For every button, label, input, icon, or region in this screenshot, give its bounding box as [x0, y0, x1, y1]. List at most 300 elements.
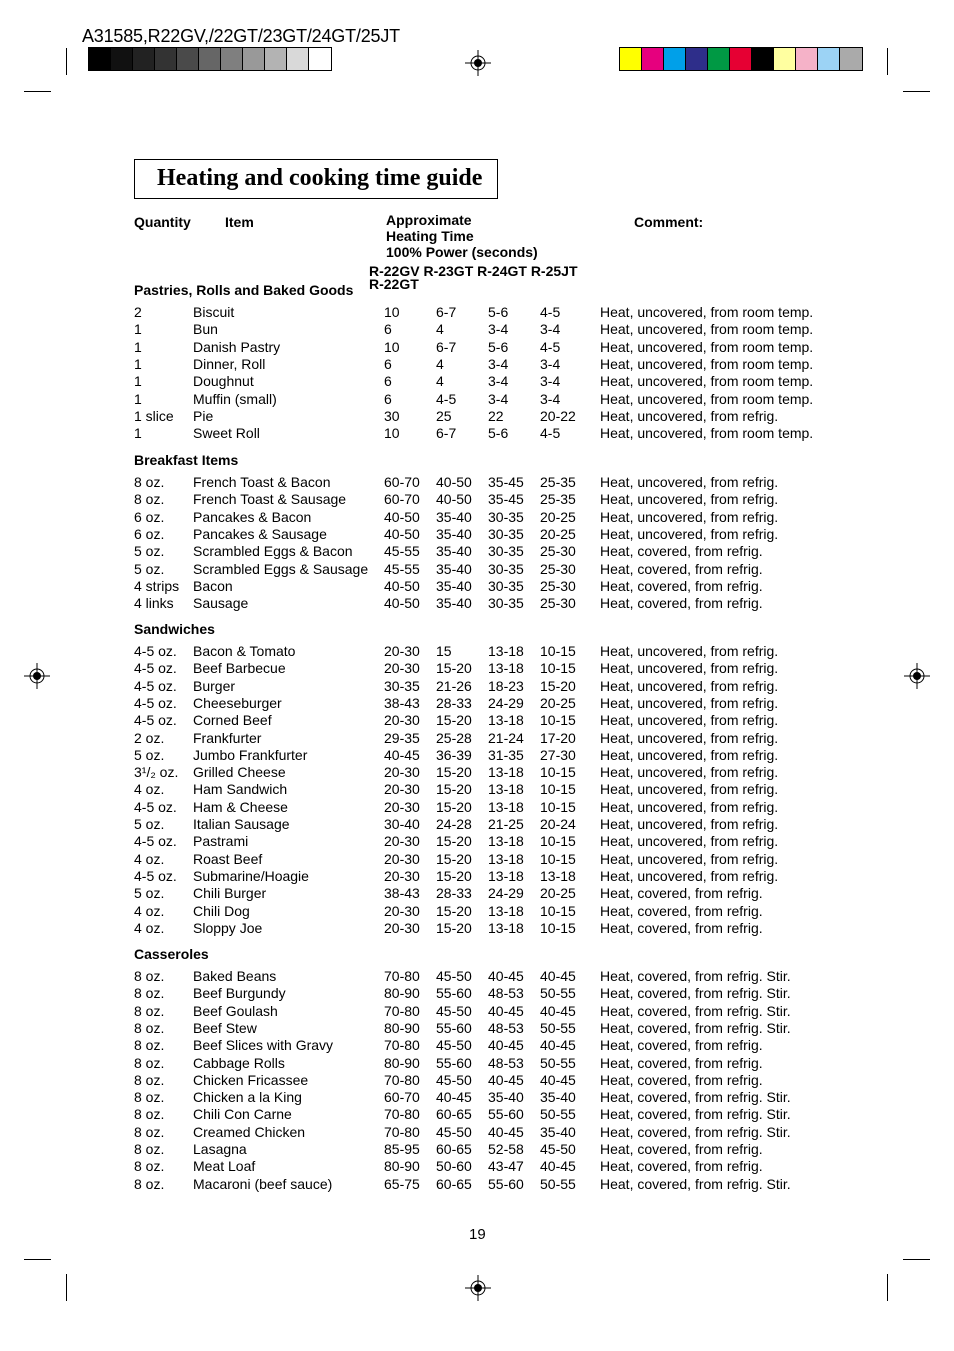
- cell-c: 30-35: [488, 595, 524, 612]
- cell-qty: 6 oz.: [134, 525, 165, 542]
- cell-c: 40-45: [488, 1002, 524, 1019]
- cell-b: 35-40: [436, 595, 472, 612]
- cell-b: 60-65: [436, 1175, 472, 1192]
- cell-c: 13-18: [488, 919, 524, 936]
- color-swatch: [265, 48, 287, 70]
- cell-item: Jumbo Frankfurter: [193, 746, 308, 763]
- section-heading: Casseroles: [134, 946, 209, 962]
- cell-a: 20-30: [384, 833, 420, 850]
- color-swatch: [177, 48, 199, 70]
- header-quantity: Quantity: [134, 214, 191, 230]
- cell-comment: Heat, covered, from refrig.: [600, 595, 763, 612]
- cell-d: 3-4: [540, 373, 561, 390]
- cell-b: 28-33: [436, 694, 472, 711]
- cell-item: Italian Sausage: [193, 816, 290, 832]
- cell-b: 15-20: [436, 764, 472, 781]
- cell-qty: 8 oz.: [134, 1089, 165, 1106]
- cell-qty: 8 oz.: [134, 985, 165, 1002]
- cell-c: 13-18: [488, 643, 524, 659]
- color-swatch: [686, 48, 708, 70]
- table-row: [0, 730, 954, 747]
- color-swatch: [221, 48, 243, 70]
- cell-comment: Heat, covered, from refrig. Stir.: [600, 1089, 791, 1106]
- cell-a: 20-30: [384, 712, 420, 729]
- cell-d: 40-45: [540, 1158, 576, 1175]
- cell-comment: Heat, covered, from refrig.: [600, 1158, 763, 1175]
- cell-qty: 8 oz.: [134, 474, 165, 490]
- cell-a: 20-30: [384, 850, 420, 867]
- cell-b: 4-5: [436, 390, 457, 407]
- cell-c: 24-29: [488, 694, 524, 711]
- cell-a: 20-30: [384, 781, 420, 798]
- color-swatch: [796, 48, 818, 70]
- cell-b: 24-28: [436, 816, 472, 832]
- cell-a: 6: [384, 390, 392, 407]
- cell-item: Sweet Roll: [193, 425, 260, 442]
- cell-c: 13-18: [488, 850, 524, 867]
- table-row: [0, 425, 954, 442]
- cell-a: 10: [384, 304, 400, 320]
- cell-qty: 8 oz.: [134, 1002, 165, 1019]
- cell-comment: Heat, covered, from refrig. Stir.: [600, 1123, 791, 1140]
- cell-c: 22: [488, 407, 504, 424]
- color-swatch: [155, 48, 177, 70]
- cell-qty: 8 oz.: [134, 1071, 165, 1088]
- registration-mark-icon: [465, 50, 491, 76]
- cell-comment: Heat, covered, from refrig.: [600, 885, 763, 902]
- cell-a: 40-45: [384, 746, 420, 763]
- cell-c: 21-24: [488, 729, 524, 746]
- cell-comment: Heat, uncovered, from refrig.: [600, 660, 779, 677]
- header-approx-line3: 100% Power (seconds): [386, 244, 538, 260]
- table-row: [0, 643, 954, 660]
- color-swatch: [752, 48, 774, 70]
- cell-b: 45-50: [436, 1037, 472, 1054]
- cell-b: 25-28: [436, 729, 472, 746]
- cell-item: Baked Beans: [193, 968, 277, 984]
- cell-item: Beef Goulash: [193, 1002, 278, 1019]
- cell-comment: Heat, uncovered, from room temp.: [600, 390, 814, 407]
- cell-a: 30-40: [384, 816, 420, 832]
- cell-qty: 4-5 oz.: [134, 833, 177, 850]
- cell-comment: Heat, covered, from refrig.: [600, 919, 763, 936]
- cell-comment: Heat, uncovered, from refrig.: [600, 816, 779, 832]
- table-row: [0, 356, 954, 373]
- color-swatch: [111, 48, 133, 70]
- table-row: [0, 868, 954, 885]
- cell-d: 20-22: [540, 407, 576, 424]
- cell-comment: Heat, uncovered, from refrig.: [600, 850, 779, 867]
- cell-c: 18-23: [488, 677, 524, 694]
- cell-d: 20-24: [540, 816, 576, 832]
- cell-comment: Heat, uncovered, from room temp.: [600, 355, 814, 372]
- cell-qty: 2 oz.: [134, 729, 165, 746]
- cell-d: 25-30: [540, 560, 576, 577]
- cell-qty: 1: [134, 338, 142, 355]
- cell-b: 55-60: [436, 985, 472, 1002]
- cell-c: 13-18: [488, 798, 524, 815]
- cell-qty: 4 oz.: [134, 919, 165, 936]
- cell-comment: Heat, covered, from refrig. Stir.: [600, 985, 791, 1002]
- cell-item: Ham Sandwich: [193, 781, 288, 798]
- cell-item: Sloppy Joe: [193, 919, 263, 936]
- section-heading: Breakfast Items: [134, 452, 239, 468]
- cell-b: 15-20: [436, 850, 472, 867]
- table-row: [0, 712, 954, 729]
- cell-comment: Heat, uncovered, from refrig.: [600, 508, 779, 525]
- cell-d: 40-45: [540, 1037, 576, 1054]
- cell-d: 25-35: [540, 491, 576, 508]
- cell-a: 20-30: [384, 902, 420, 919]
- cell-b: 15-20: [436, 833, 472, 850]
- cell-b: 15: [436, 643, 452, 659]
- crop-mark: [903, 91, 930, 92]
- cell-c: 30-35: [488, 543, 524, 560]
- cell-c: 30-35: [488, 525, 524, 542]
- cell-d: 3-4: [540, 321, 561, 338]
- color-swatch: [774, 48, 796, 70]
- cell-item: Grilled Cheese: [193, 764, 286, 781]
- cell-c: 35-45: [488, 474, 524, 490]
- color-swatch: [133, 48, 155, 70]
- color-swatch: [818, 48, 840, 70]
- cell-b: 15-20: [436, 781, 472, 798]
- crop-mark: [24, 1259, 51, 1260]
- cell-qty: 5 oz.: [134, 560, 165, 577]
- cell-c: 30-35: [488, 577, 524, 594]
- cell-c: 24-29: [488, 885, 524, 902]
- cell-item: Danish Pastry: [193, 338, 281, 355]
- section-heading: Sandwiches: [134, 621, 215, 637]
- table-row: [0, 747, 954, 764]
- crop-mark: [24, 91, 51, 92]
- cell-qty: 1: [134, 321, 142, 338]
- cell-d: 4-5: [540, 338, 561, 355]
- cell-qty: 6 oz.: [134, 508, 165, 525]
- cell-item: Muffin (small): [193, 390, 277, 407]
- cell-b: 40-50: [436, 474, 472, 490]
- table-row: [0, 543, 954, 560]
- cell-qty: 8 oz.: [134, 1106, 165, 1123]
- cell-item: Chicken Fricassee: [193, 1071, 309, 1088]
- cell-c: 40-45: [488, 968, 524, 984]
- table-row: [0, 1141, 954, 1158]
- cell-d: 50-55: [540, 985, 576, 1002]
- cell-comment: Heat, uncovered, from refrig.: [600, 643, 779, 659]
- cell-c: 52-58: [488, 1141, 524, 1157]
- cell-b: 4: [436, 373, 444, 390]
- cell-qty: 8 oz.: [134, 1158, 165, 1175]
- cell-comment: Heat, uncovered, from refrig.: [600, 491, 779, 508]
- cell-item: Chili Dog: [193, 902, 250, 919]
- table-row: [0, 1020, 954, 1037]
- cell-c: 48-53: [488, 1054, 524, 1071]
- cell-qty: 4 links: [134, 595, 174, 612]
- cell-d: 13-18: [540, 867, 576, 884]
- cell-b: 25: [436, 407, 452, 424]
- color-swatch: [89, 48, 111, 70]
- cell-d: 35-40: [540, 1089, 576, 1106]
- cell-qty: 4 oz.: [134, 850, 165, 867]
- cell-qty: 8 oz.: [134, 1141, 165, 1157]
- table-row: [0, 1176, 954, 1193]
- cell-a: 70-80: [384, 1002, 420, 1019]
- cell-b: 15-20: [436, 867, 472, 884]
- cell-a: 70-80: [384, 1106, 420, 1123]
- cell-d: 25-30: [540, 595, 576, 612]
- cell-a: 70-80: [384, 968, 420, 984]
- cell-a: 20-30: [384, 660, 420, 677]
- cell-c: 43-47: [488, 1158, 524, 1175]
- table-row: [0, 695, 954, 712]
- cell-comment: Heat, uncovered, from room temp.: [600, 425, 814, 442]
- table-row: [0, 1037, 954, 1054]
- table-row: [0, 1055, 954, 1072]
- cell-a: 29-35: [384, 729, 420, 746]
- cell-d: 10-15: [540, 833, 576, 850]
- table-row: [0, 561, 954, 578]
- cell-a: 6: [384, 355, 392, 372]
- cell-b: 45-50: [436, 1002, 472, 1019]
- cell-b: 35-40: [436, 525, 472, 542]
- cell-item: Macaroni (beef sauce): [193, 1175, 333, 1192]
- cell-item: Beef Barbecue: [193, 660, 286, 677]
- cell-comment: Heat, uncovered, from room temp.: [600, 373, 814, 390]
- color-swatch: [840, 48, 862, 70]
- cell-comment: Heat, uncovered, from refrig.: [600, 867, 779, 884]
- cell-c: 13-18: [488, 867, 524, 884]
- cell-item: Chicken a la King: [193, 1089, 302, 1106]
- page-title: Heating and cooking time guide: [157, 165, 483, 191]
- cell-c: 13-18: [488, 833, 524, 850]
- cell-c: 40-45: [488, 1037, 524, 1054]
- cell-c: 13-18: [488, 712, 524, 729]
- cell-d: 50-55: [540, 1175, 576, 1192]
- cell-c: 13-18: [488, 781, 524, 798]
- cell-c: 30-35: [488, 508, 524, 525]
- cell-item: Bacon & Tomato: [193, 643, 296, 659]
- cell-d: 50-55: [540, 1106, 576, 1123]
- cell-b: 4: [436, 321, 444, 338]
- cell-d: 50-55: [540, 1054, 576, 1071]
- cell-qty: 8 oz.: [134, 1123, 165, 1140]
- cell-a: 6: [384, 321, 392, 338]
- section-heading: Pastries, Rolls and Baked Goods: [134, 282, 354, 298]
- table-row: [0, 595, 954, 612]
- header-approx-line2: Heating Time: [386, 228, 474, 244]
- cell-b: 15-20: [436, 660, 472, 677]
- page-title-box: [134, 159, 498, 199]
- cell-b: 45-50: [436, 1071, 472, 1088]
- cell-comment: Heat, uncovered, from refrig.: [600, 798, 779, 815]
- cell-item: Pancakes & Bacon: [193, 508, 312, 525]
- crop-mark: [903, 1259, 930, 1260]
- cell-a: 45-55: [384, 560, 420, 577]
- cell-b: 35-40: [436, 577, 472, 594]
- table-row: [0, 968, 954, 985]
- cell-d: 10-15: [540, 660, 576, 677]
- cell-item: Beef Slices with Gravy: [193, 1037, 334, 1054]
- cell-comment: Heat, uncovered, from room temp.: [600, 338, 814, 355]
- cell-qty: 2: [134, 304, 142, 320]
- cell-c: 55-60: [488, 1106, 524, 1123]
- table-row: [0, 1124, 954, 1141]
- cell-d: 10-15: [540, 781, 576, 798]
- cell-b: 35-40: [436, 508, 472, 525]
- cell-b: 21-26: [436, 677, 472, 694]
- color-swatch: [664, 48, 686, 70]
- cell-c: 5-6: [488, 304, 509, 320]
- cell-a: 20-30: [384, 764, 420, 781]
- cell-a: 80-90: [384, 1158, 420, 1175]
- table-row: [0, 408, 954, 425]
- cell-item: Biscuit: [193, 304, 235, 320]
- cell-qty: 4 oz.: [134, 781, 165, 798]
- crop-mark: [887, 1274, 888, 1301]
- cell-a: 45-55: [384, 543, 420, 560]
- cell-comment: Heat, uncovered, from refrig.: [600, 833, 779, 850]
- cell-d: 50-55: [540, 1019, 576, 1036]
- cell-item: Cabbage Rolls: [193, 1054, 285, 1071]
- cell-c: 40-45: [488, 1123, 524, 1140]
- cell-qty: 8 oz.: [134, 1054, 165, 1071]
- cell-d: 25-30: [540, 577, 576, 594]
- table-row: [0, 920, 954, 937]
- cell-b: 4: [436, 355, 444, 372]
- cell-comment: Heat, uncovered, from refrig.: [600, 474, 779, 490]
- cell-item: Scrambled Eggs & Sausage: [193, 560, 369, 577]
- cell-a: 70-80: [384, 1071, 420, 1088]
- cell-a: 60-70: [384, 474, 420, 490]
- color-swatch: [620, 48, 642, 70]
- table-row: [0, 1158, 954, 1175]
- table-row: [0, 903, 954, 920]
- cell-d: 35-40: [540, 1123, 576, 1140]
- cell-a: 20-30: [384, 798, 420, 815]
- cell-b: 45-50: [436, 1123, 472, 1140]
- page-number: 19: [469, 1226, 486, 1243]
- color-swatch: [309, 48, 331, 70]
- cell-item: Scrambled Eggs & Bacon: [193, 543, 353, 560]
- cell-comment: Heat, uncovered, from room temp.: [600, 321, 814, 338]
- cell-qty: 1: [134, 355, 142, 372]
- cell-b: 60-65: [436, 1106, 472, 1123]
- cell-d: 20-25: [540, 885, 576, 902]
- cell-d: 10-15: [540, 850, 576, 867]
- cell-d: 45-50: [540, 1141, 576, 1157]
- cell-c: 13-18: [488, 764, 524, 781]
- grayscale-color-bar: [88, 47, 332, 71]
- cell-comment: Heat, uncovered, from refrig.: [600, 407, 779, 424]
- cell-c: 13-18: [488, 902, 524, 919]
- table-row: [0, 885, 954, 902]
- cell-item: French Toast & Sausage: [193, 491, 347, 508]
- cell-comment: Heat, uncovered, from refrig.: [600, 525, 779, 542]
- cell-item: Burger: [193, 677, 236, 694]
- cell-d: 25-35: [540, 474, 576, 490]
- cell-a: 20-30: [384, 867, 420, 884]
- document-code: A31585,R22GV,/22GT/23GT/24GT/25JT: [82, 26, 400, 46]
- table-row: [0, 1089, 954, 1106]
- cell-d: 10-15: [540, 798, 576, 815]
- cell-comment: Heat, uncovered, from refrig.: [600, 746, 779, 763]
- cell-item: Bacon: [193, 577, 233, 594]
- cell-comment: Heat, uncovered, from refrig.: [600, 729, 779, 746]
- cell-qty: 5 oz.: [134, 746, 165, 763]
- cell-d: 20-25: [540, 525, 576, 542]
- header-models-line2: R-22GT: [369, 276, 419, 292]
- cell-item: Frankfurter: [193, 729, 262, 746]
- cell-b: 55-60: [436, 1019, 472, 1036]
- table-row: [0, 391, 954, 408]
- cell-d: 27-30: [540, 746, 576, 763]
- table-row: [0, 526, 954, 543]
- cell-comment: Heat, covered, from refrig. Stir.: [600, 1106, 791, 1123]
- table-row: [0, 304, 954, 321]
- cell-b: 6-7: [436, 338, 457, 355]
- table-row: [0, 491, 954, 508]
- cell-c: 48-53: [488, 1019, 524, 1036]
- cell-qty: 1 slice: [134, 407, 174, 424]
- cell-qty: 4-5 oz.: [134, 867, 177, 884]
- cell-item: Beef Burgundy: [193, 985, 286, 1002]
- header-item: Item: [225, 214, 254, 230]
- cell-d: 10-15: [540, 712, 576, 729]
- cell-item: Corned Beef: [193, 712, 272, 729]
- color-swatch: [642, 48, 664, 70]
- cell-c: 35-45: [488, 491, 524, 508]
- cell-d: 40-45: [540, 1002, 576, 1019]
- cell-b: 15-20: [436, 919, 472, 936]
- cell-comment: Heat, covered, from refrig.: [600, 543, 763, 560]
- cell-d: 4-5: [540, 304, 561, 320]
- cell-c: 3-4: [488, 390, 509, 407]
- cell-qty: 4 strips: [134, 577, 180, 594]
- cell-a: 60-70: [384, 1089, 420, 1106]
- color-swatch: [199, 48, 221, 70]
- cell-b: 35-40: [436, 543, 472, 560]
- cell-qty: 8 oz.: [134, 968, 165, 984]
- cell-c: 21-25: [488, 816, 524, 832]
- cell-comment: Heat, covered, from refrig.: [600, 577, 763, 594]
- table-row: [0, 339, 954, 356]
- cell-qty: 4-5 oz.: [134, 643, 177, 659]
- cell-a: 38-43: [384, 885, 420, 902]
- cell-qty: 4-5 oz.: [134, 798, 177, 815]
- color-swatch: [287, 48, 309, 70]
- cell-comment: Heat, covered, from refrig.: [600, 1037, 763, 1054]
- cell-c: 35-40: [488, 1089, 524, 1106]
- cell-b: 6-7: [436, 425, 457, 442]
- header-comment: Comment:: [634, 214, 704, 230]
- cell-item: Pastrami: [193, 833, 249, 850]
- table-row: [0, 474, 954, 491]
- cell-qty: 8 oz.: [134, 1019, 165, 1036]
- cell-qty: 4-5 oz.: [134, 677, 177, 694]
- cell-a: 38-43: [384, 694, 420, 711]
- cell-comment: Heat, covered, from refrig.: [600, 1071, 763, 1088]
- crop-mark: [66, 48, 67, 75]
- cell-b: 35-40: [436, 560, 472, 577]
- cell-d: 15-20: [540, 677, 576, 694]
- cell-b: 15-20: [436, 712, 472, 729]
- table-row: [0, 816, 954, 833]
- table-row: [0, 764, 954, 781]
- table-row: [0, 678, 954, 695]
- header-approx-line1: Approximate: [386, 212, 472, 228]
- table-row: [0, 985, 954, 1002]
- cell-c: 3-4: [488, 373, 509, 390]
